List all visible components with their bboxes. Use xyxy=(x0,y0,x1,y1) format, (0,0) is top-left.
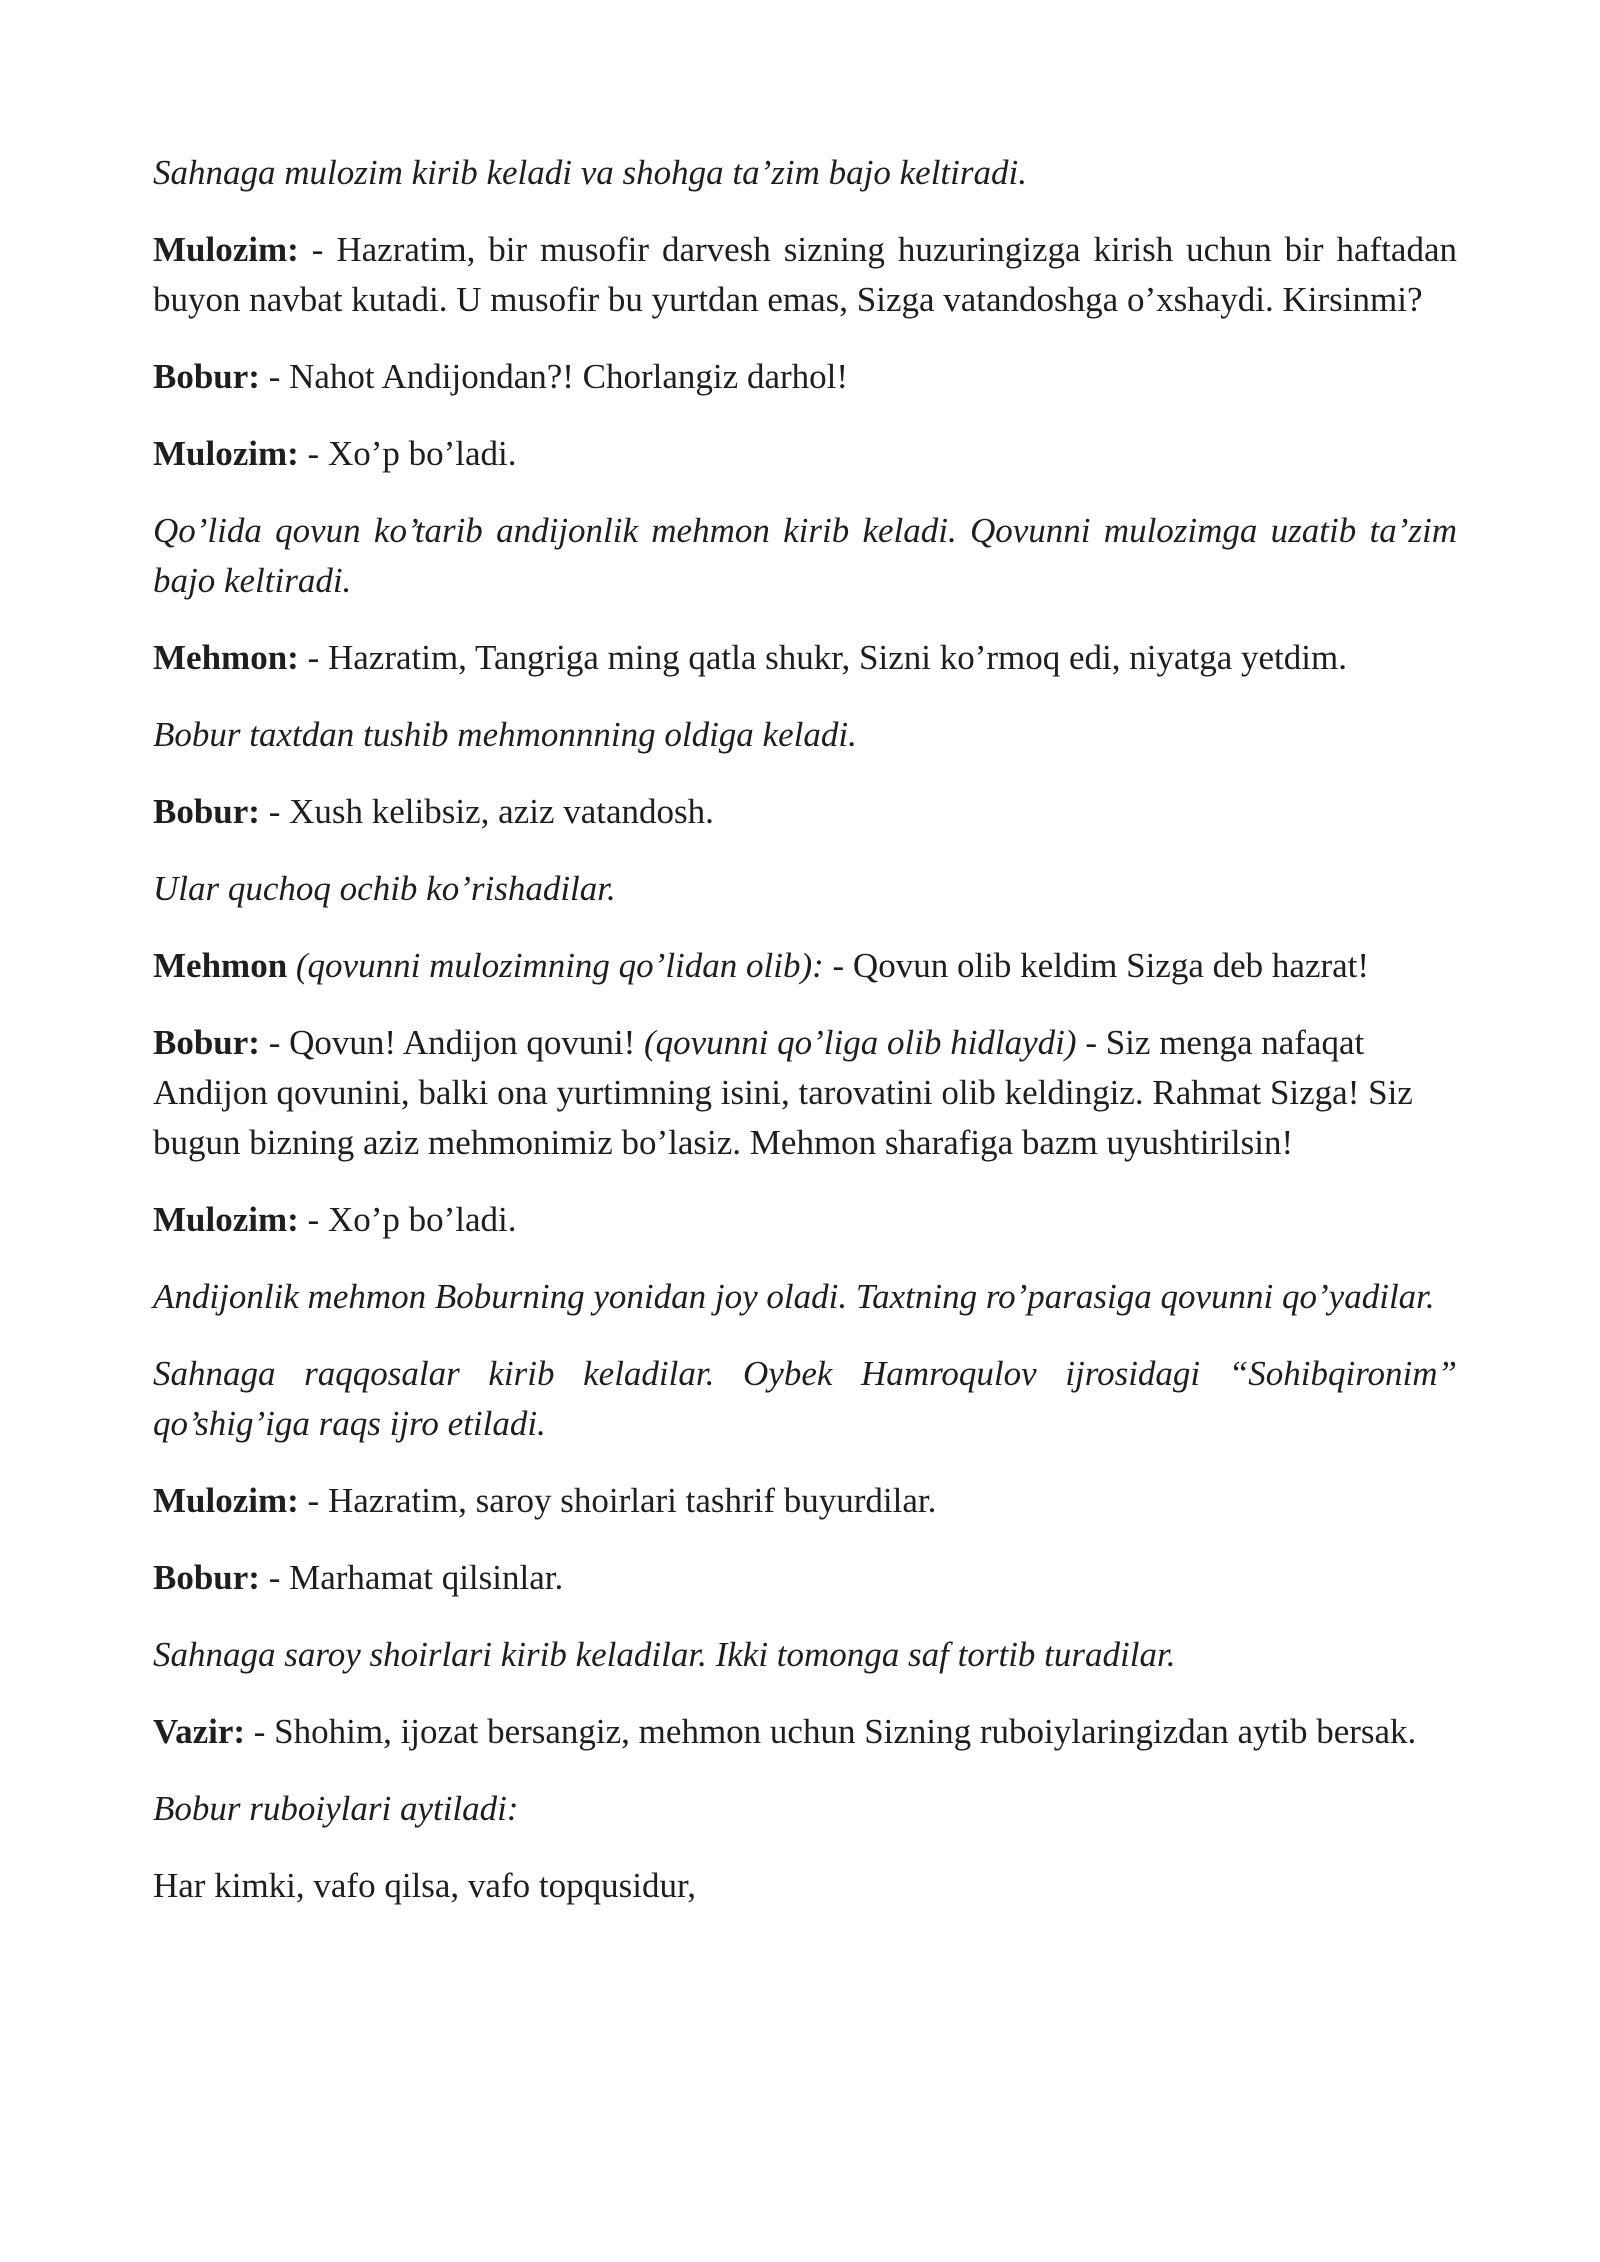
speaker-name: Vazir: xyxy=(153,1712,246,1751)
speaker-name: Mehmon xyxy=(153,946,288,985)
dialogue-text: - Xo’p bo’ladi. xyxy=(298,1200,517,1239)
dialogue-text: - Hazratim, saroy shoirlari tashrif buyurdilar. xyxy=(298,1481,937,1520)
speaker-name: Mulozim: xyxy=(153,1481,299,1520)
stage-aside: (qovunni qo’liga olib hidlaydi) xyxy=(643,1023,1077,1062)
verse-line: Har kimki, vafo qilsa, vafo topqusidur, xyxy=(153,1866,696,1905)
dialogue-line xyxy=(153,352,1457,402)
speaker-name: Bobur: xyxy=(153,1558,260,1597)
stage-direction: Sahnaga raqqosalar kirib keladilar. Oybek Hamroqulov ijrosidagi “Sohibqironim” qo’shig’iga raqs ijro etiladi. xyxy=(153,1354,1457,1443)
document-page xyxy=(153,148,1457,1938)
stage-direction: Sahnaga saroy shoirlari kirib keladilar. Ikki tomonga saf tortib turadilar. xyxy=(153,1635,1176,1674)
dialogue-line xyxy=(153,1553,1457,1603)
stage-aside: (qovunni mulozimning qo’lidan olib): xyxy=(287,946,824,985)
dialogue-text: - Hazratim, bir musofir darvesh sizning huzuringizga kirish uchun bir haftadan buyon navbat kutadi. U musofir bu yurtdan emas, Sizga vatandoshga o’xshaydi. Kirsinmi? xyxy=(153,230,1457,319)
stage-direction: Sahnaga mulozim kirib keladi va shohga ta’zim bajo keltiradi. xyxy=(153,153,1027,192)
stage-direction: Bobur taxtdan tushib mehmonnning oldiga keladi. xyxy=(153,715,857,754)
dialogue-line xyxy=(153,225,1457,325)
stage-direction: Qo’lida qovun ko’tarib andijonlik mehmon kirib keladi. Qovunni mulozimga uzatib ta’zim bajo keltiradi. xyxy=(153,511,1457,600)
speaker-name: Mulozim: xyxy=(153,434,299,473)
speaker-name: Bobur: xyxy=(153,792,260,831)
speaker-name: Bobur: xyxy=(153,357,260,396)
dialogue-line xyxy=(153,787,1457,837)
dialogue-line xyxy=(153,633,1457,683)
dialogue-text: - Siz menga nafaqat Andijon qovunini, balki ona yurtimning isini, tarovatini olib keldingiz. Rahmat Sizga! Siz bugun bizning aziz mehmonimiz bo’lasiz. Mehmon sharafiga bazm uyushtirilsin! xyxy=(153,1023,1413,1162)
stage-direction: Ular quchoq ochib ko’rishadilar. xyxy=(153,869,616,908)
dialogue-text: - Xush kelibsiz, aziz vatandosh. xyxy=(259,792,714,831)
speaker-name: Mehmon: xyxy=(153,638,299,677)
dialogue-text: - Shohim, ijozat bersangiz, mehmon uchun Sizning ruboiylaringizdan aytib bersak. xyxy=(245,1712,1417,1751)
speaker-name: Bobur: xyxy=(153,1023,260,1062)
stage-direction: Andijonlik mehmon Boburning yonidan joy oladi. Taxtning ro’parasiga qovunni qo’yadilar. xyxy=(153,1277,1435,1316)
dialogue-line xyxy=(153,941,1457,991)
dialogue-text: - Marhamat qilsinlar. xyxy=(259,1558,564,1597)
speaker-name: Mulozim: xyxy=(153,230,299,269)
dialogue-text: - Hazratim, Tangriga ming qatla shukr, Sizni ko’rmoq edi, niyatga yetdim. xyxy=(298,638,1347,677)
dialogue-line xyxy=(153,1018,1457,1168)
dialogue-text: - Nahot Andijondan?! Chorlangiz darhol! xyxy=(259,357,849,396)
speaker-name: Mulozim: xyxy=(153,1200,299,1239)
dialogue-line xyxy=(153,429,1457,479)
dialogue-text: - Qovun! Andijon qovuni! xyxy=(259,1023,644,1062)
dialogue-text: - Xo’p bo’ladi. xyxy=(298,434,517,473)
dialogue-line xyxy=(153,1707,1457,1757)
dialogue-line xyxy=(153,1476,1457,1526)
dialogue-text: - Qovun olib keldim Sizga deb hazrat! xyxy=(823,946,1370,985)
dialogue-line xyxy=(153,1195,1457,1245)
stage-direction: Bobur ruboiylari aytiladi: xyxy=(153,1789,519,1828)
